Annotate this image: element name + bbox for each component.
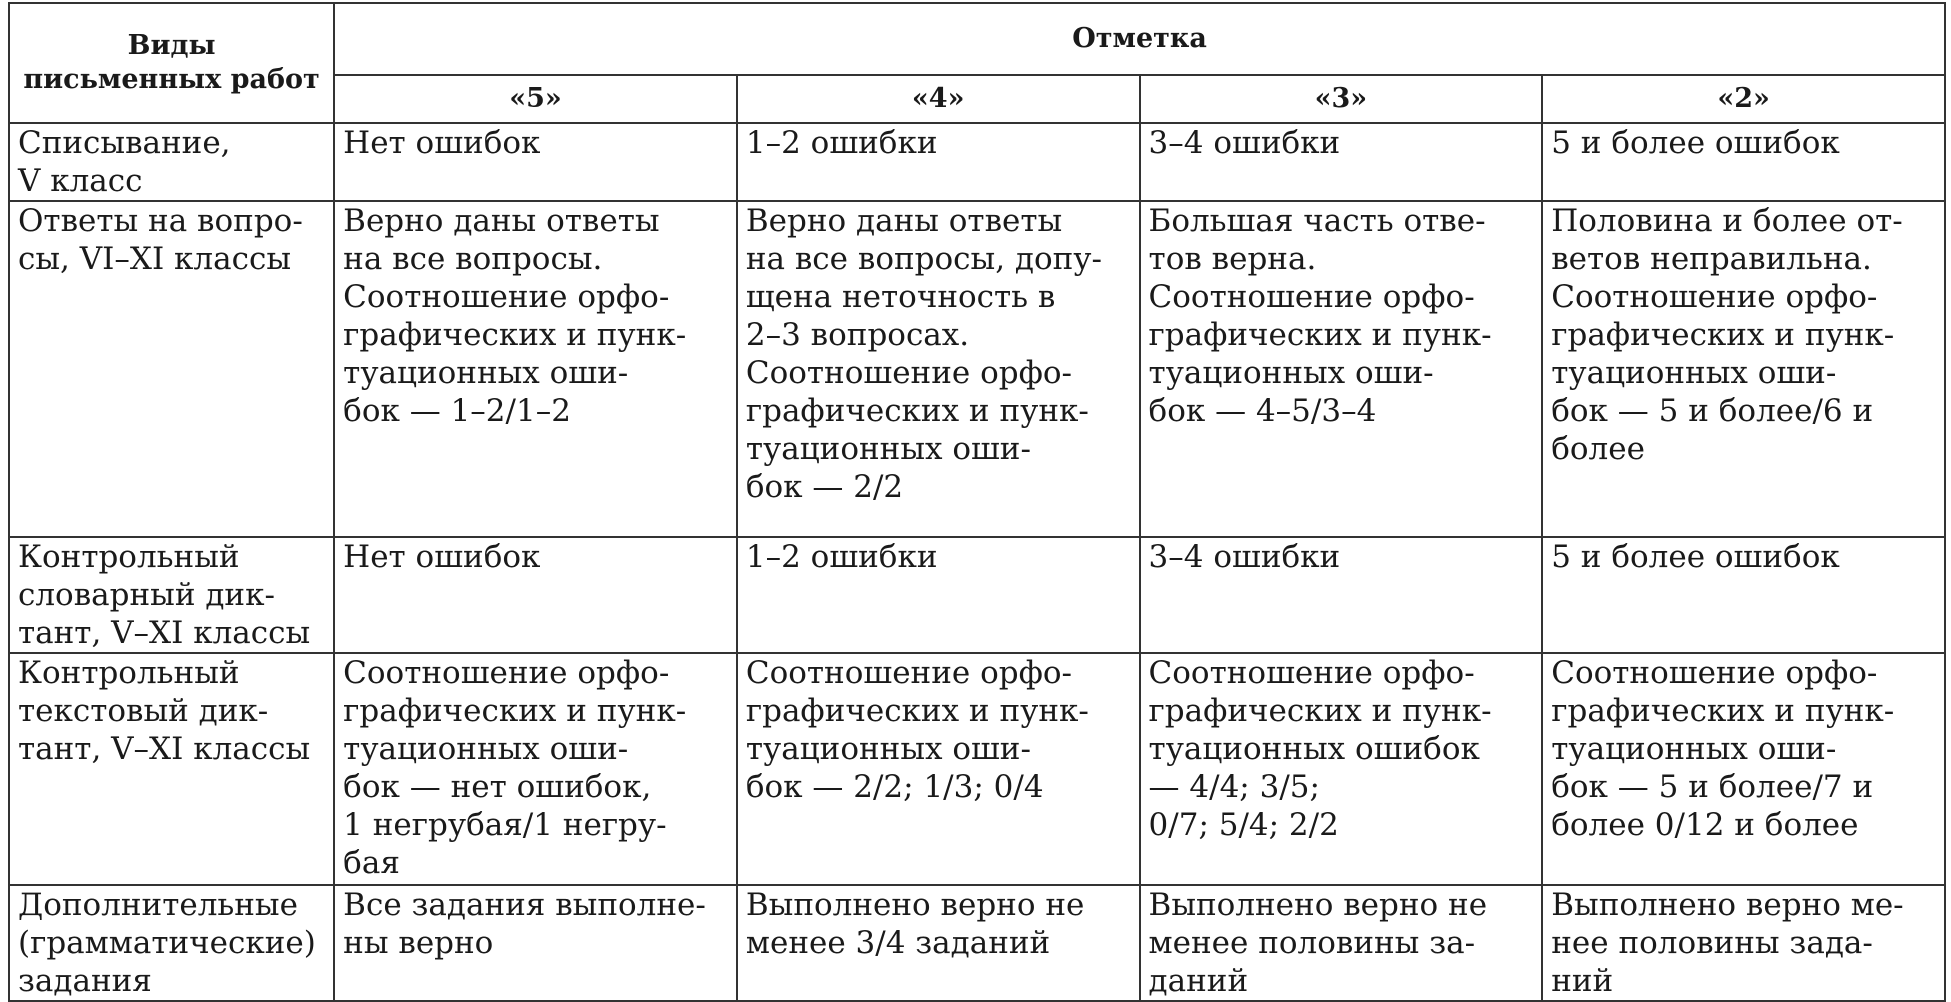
header-grade-2: «2» (1542, 75, 1945, 123)
header-grade-5: «5» (334, 75, 737, 123)
header-work-type: Виды письменных работ (9, 3, 334, 123)
header-mark: Отметка (334, 3, 1945, 75)
header-grade-4: «4» (737, 75, 1140, 123)
cell-grade-3: Выполнено верно не менее половины за- даний (1140, 885, 1543, 1001)
cell-grade-2: Половина и более от- ветов неправильна. Соотношение орфо- графических и пунк- туационных оши- бок — 5 и более/6 и более (1542, 201, 1945, 537)
table-header (9, 3, 1945, 123)
row-work-type: Контрольный текстовый дик- тант, V–XI классы (9, 653, 334, 885)
cell-grade-2: 5 и более ошибок (1542, 123, 1945, 201)
cell-grade-3: Соотношение орфо- графических и пунк- туационных ошибок — 4/4; 3/5; 0/7; 5/4; 2/2 (1140, 653, 1543, 885)
cell-grade-5: Все задания выполне- ны верно (334, 885, 737, 1001)
row-work-type: Списывание, V класс (9, 123, 334, 201)
cell-grade-5: Верно даны ответы на все вопросы. Соотношение орфо- графических и пунк- туационных оши- бок — 1–2/1–2 (334, 201, 737, 537)
cell-grade-3: 3–4 ошибки (1140, 123, 1543, 201)
grading-table (8, 2, 1946, 1002)
cell-grade-4: Соотношение орфо- графических и пунк- туационных оши- бок — 2/2; 1/3; 0/4 (737, 653, 1140, 885)
cell-grade-5: Нет ошибок (334, 537, 737, 653)
table-row (9, 123, 1945, 201)
cell-grade-4: 1–2 ошибки (737, 123, 1140, 201)
cell-grade-2: Соотношение орфо- графических и пунк- туационных оши- бок — 5 и более/7 и более 0/12 и более (1542, 653, 1945, 885)
table-row (9, 537, 1945, 653)
cell-grade-2: Выполнено верно ме- нее половины зада- ний (1542, 885, 1945, 1001)
cell-grade-4: 1–2 ошибки (737, 537, 1140, 653)
table-row (9, 885, 1945, 1001)
row-work-type: Дополнительные (грамматические) задания (9, 885, 334, 1001)
cell-grade-4: Выполнено верно не менее 3/4 заданий (737, 885, 1140, 1001)
row-work-type: Ответы на вопро- сы, VI–XI классы (9, 201, 334, 537)
cell-grade-3: 3–4 ошибки (1140, 537, 1543, 653)
header-grade-3: «3» (1140, 75, 1543, 123)
row-work-type: Контрольный словарный дик- тант, V–XI классы (9, 537, 334, 653)
cell-grade-4: Верно даны ответы на все вопросы, допу- щена неточность в 2–3 вопросах. Соотношение орфо- графических и пунк- туационных оши- бок — 2/2 (737, 201, 1140, 537)
cell-grade-2: 5 и более ошибок (1542, 537, 1945, 653)
cell-grade-5: Нет ошибок (334, 123, 737, 201)
table-row (9, 653, 1945, 885)
cell-grade-5: Соотношение орфо- графических и пунк- туационных оши- бок — нет ошибок, 1 негрубая/1 негру- бая (334, 653, 737, 885)
table-row (9, 201, 1945, 537)
cell-grade-3: Большая часть отве- тов верна. Соотношение орфо- графических и пунк- туационных оши- бок — 4–5/3–4 (1140, 201, 1543, 537)
